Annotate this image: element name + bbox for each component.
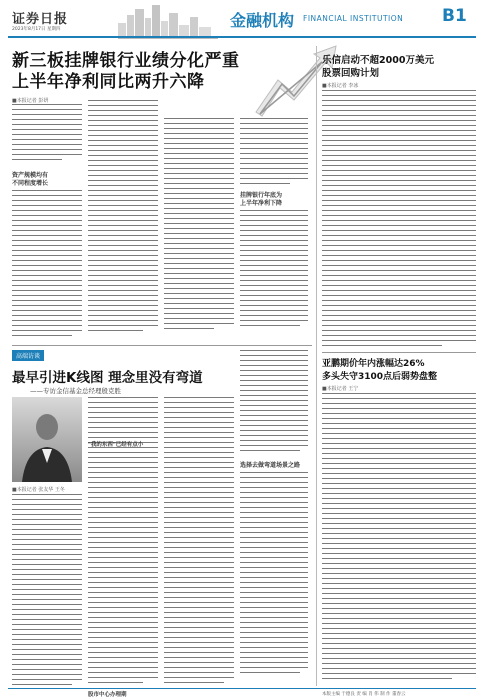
section-title-en: FINANCIAL INSTITUTION (303, 14, 404, 23)
right-bottom-byline: ■本报记者 王宁 (322, 386, 359, 392)
footer-rule (8, 688, 476, 689)
page-number: B1 (442, 6, 467, 26)
feature-subhead-1: "我的东西"已经有点小 (88, 442, 144, 448)
section-title-cn: 金融机构 (230, 11, 295, 30)
newspaper-logo: 证券日报 (12, 12, 69, 27)
masthead-rule (8, 36, 476, 38)
feature-headline: 最早引进K线图 理念里没有弯道 (12, 370, 203, 386)
lead-mid-subhead-1: 挂牌银行年底为 (240, 192, 283, 199)
section-divider (12, 345, 312, 346)
lead-byline: ■本报记者 彭妍 (12, 98, 49, 104)
feature-byline: ■本报记者 张友华 王冬 (12, 487, 65, 493)
lead-subhead-2: 不同程度增长 (12, 180, 49, 187)
lead-headline-line1: 新三板挂牌银行业绩分化严重 (12, 51, 240, 71)
feature-subhead-3: 选择去做弯道场景之路 (240, 462, 301, 469)
lead-mid-subhead-2: 上半年净利下降 (240, 200, 283, 207)
lead-headline-line2: 上半年净利同比两升六降 (12, 72, 205, 92)
right-top-headline-2: 股票回购计划 (322, 68, 380, 79)
footer-credits: 本版主编 于德良 责 编 肖 伟 制 作 董春云 (322, 692, 406, 697)
city-skyline-illustration (118, 3, 218, 39)
right-divider (322, 352, 476, 353)
column-divider (316, 46, 317, 686)
feature-subtitle: ——专访金信基金总经理殷克胜 (30, 387, 121, 395)
masthead (0, 0, 484, 46)
right-top-headline-1: 乐信启动不超2000万美元 (322, 55, 434, 66)
right-bottom-headline-1: 亚鹏期价年内涨幅达26% (322, 359, 425, 369)
feature-subhead-2: 股市中心办理期 (88, 692, 127, 698)
section-title (230, 8, 294, 31)
right-top-byline: ■本报记者 李冰 (322, 83, 359, 89)
feature-section-tag: 高端访谈 (12, 350, 44, 361)
portrait-photo (12, 397, 82, 482)
date-line: 2023年8月17日 星期四 (12, 27, 61, 32)
lead-subhead-1: 资产规模均有 (12, 172, 49, 179)
right-bottom-headline-2: 多头失守3100点后弱势盘整 (322, 372, 438, 382)
